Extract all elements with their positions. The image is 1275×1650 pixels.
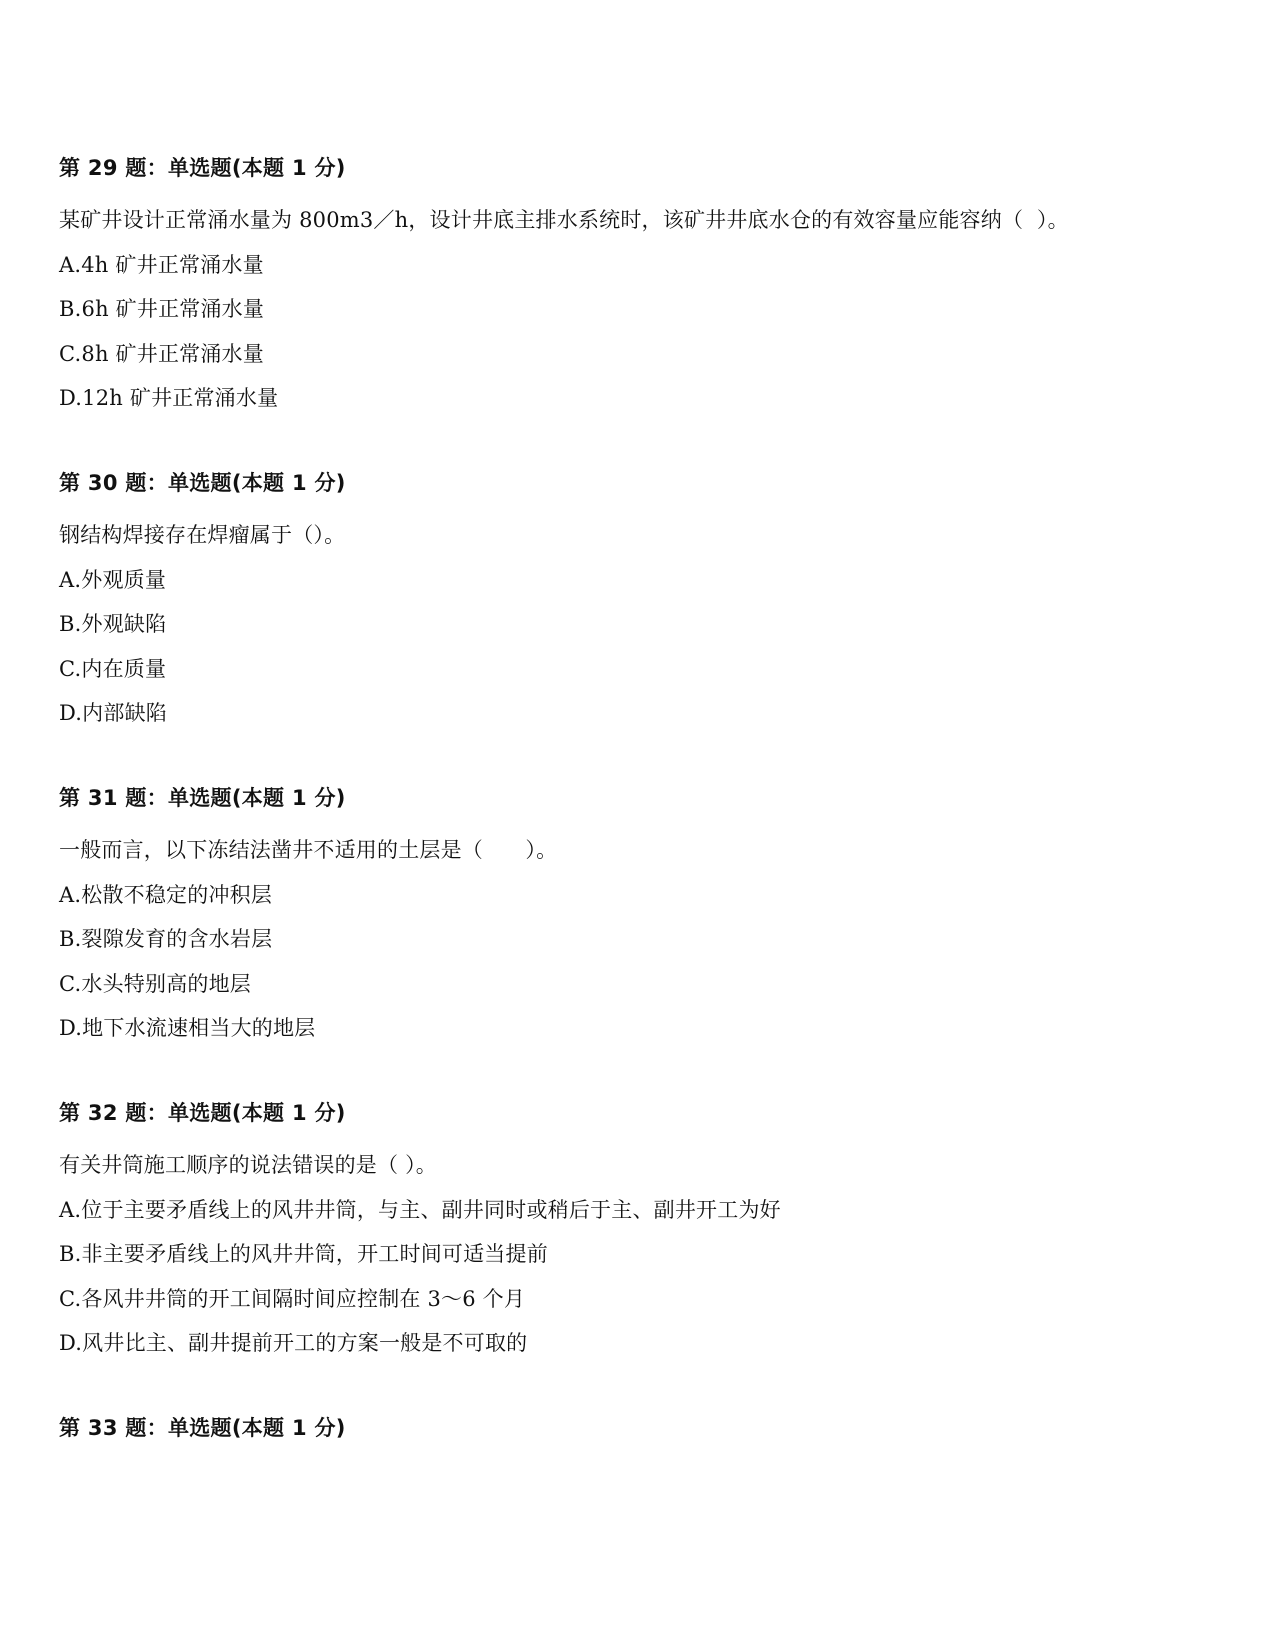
question-stem: 有关井筒施工顺序的说法错误的是（ ）。 bbox=[59, 1153, 437, 1177]
option-b: B.裂隙发育的含水岩层 bbox=[59, 927, 273, 951]
option-d: D.风井比主、副井提前开工的方案一般是不可取的 bbox=[59, 1331, 528, 1355]
option-a: A.4h 矿井正常涌水量 bbox=[59, 253, 264, 277]
option-b: B.6h 矿井正常涌水量 bbox=[59, 297, 265, 321]
option-d: D.12h 矿井正常涌水量 bbox=[59, 386, 279, 410]
option-c: C.8h 矿井正常涌水量 bbox=[59, 342, 264, 366]
option-a: A.外观质量 bbox=[59, 568, 167, 592]
question-stem: 某矿井设计正常涌水量为 800m3／h，设计井底主排水系统时，该矿井井底水仓的有效容量应能容纳（ ）。 bbox=[59, 208, 1069, 232]
option-a: A.位于主要矛盾线上的风井井筒，与主、副井同时或稍后于主、副井开工为好 bbox=[59, 1198, 781, 1222]
option-c: C.各风井井筒的开工间隔时间应控制在 3～6 个月 bbox=[59, 1287, 526, 1311]
question-stem: 钢结构焊接存在焊瘤属于（）。 bbox=[59, 523, 346, 547]
question-title: 第 33 题：单选题(本题 1 分) bbox=[59, 1416, 346, 1440]
option-c: C.内在质量 bbox=[59, 657, 167, 681]
option-d: D.内部缺陷 bbox=[59, 701, 167, 725]
question-title: 第 32 题：单选题(本题 1 分) bbox=[59, 1101, 346, 1125]
option-d: D.地下水流速相当大的地层 bbox=[59, 1016, 316, 1040]
question-title: 第 31 题：单选题(本题 1 分) bbox=[59, 786, 346, 810]
question-stem: 一般而言，以下冻结法凿井不适用的土层是（ ）。 bbox=[59, 838, 558, 862]
option-a: A.松散不稳定的冲积层 bbox=[59, 883, 273, 907]
option-c: C.水头特别高的地层 bbox=[59, 972, 251, 996]
option-b: B.外观缺陷 bbox=[59, 612, 167, 636]
question-title: 第 30 题：单选题(本题 1 分) bbox=[59, 471, 346, 495]
option-b: B.非主要矛盾线上的风井井筒，开工时间可适当提前 bbox=[59, 1242, 548, 1266]
question-title: 第 29 题：单选题(本题 1 分) bbox=[59, 156, 346, 180]
